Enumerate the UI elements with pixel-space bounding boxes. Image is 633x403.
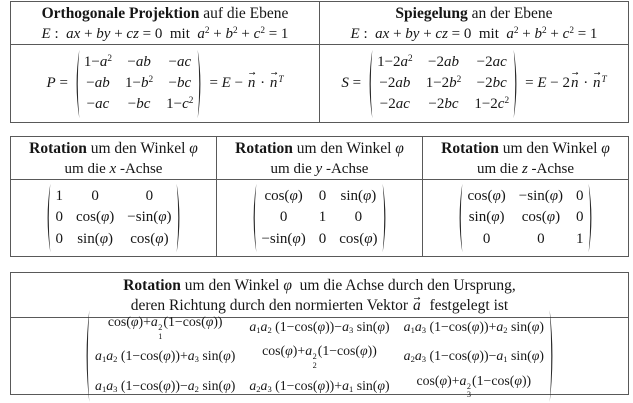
- rotation-z-subtitle: um die z -Achse: [476, 161, 575, 177]
- matrix-cell: sin(φ): [77, 230, 114, 247]
- projection-plane-condition: E : ax + by + cz = 0 mit $a^2 + b^2 + c^2 = 1$: [41, 25, 289, 42]
- rotation-z-matrix: [456, 183, 594, 253]
- matrix-left-paren: [73, 49, 80, 119]
- rotation-y-title: Rotation um den Winkel φ: [235, 140, 404, 157]
- table-projection-reflection: [10, 1, 629, 123]
- projection-reflection-header-row: [11, 2, 628, 45]
- matrix-cell: $a_1a_3$ $(1-\cos(\varphi))+a_2$ sin(φ): [403, 318, 544, 335]
- projection-rhs: = E − n → · n →$^T$: [209, 75, 283, 92]
- matrix-cell: −bc: [168, 74, 192, 91]
- rotation-x-subtitle: um die x -Achse: [64, 161, 163, 177]
- matrix-cell: −ab: [127, 53, 151, 70]
- matrix-cell: 1: [576, 230, 584, 247]
- matrix-cell: $1-2a^2$: [377, 53, 413, 70]
- matrix-cell: sin(φ): [340, 188, 377, 205]
- rotation-x-header: [11, 137, 216, 179]
- matrix-cell: −bc: [127, 96, 151, 113]
- matrix-cell: −sin(φ): [261, 230, 306, 247]
- matrix-cell: 1: [318, 209, 327, 226]
- matrix-left-paren: [250, 183, 257, 253]
- rotation-y-matrix-cell: [216, 180, 422, 256]
- rotation-y-header: [216, 137, 422, 179]
- matrix-cell: cos(φ): [339, 230, 378, 247]
- axis-rotations-body-row: [11, 180, 628, 256]
- matrix-cell: −ac: [168, 53, 192, 70]
- rotation-x-matrix: [44, 183, 182, 253]
- matrix-cell: −sin(φ): [518, 188, 564, 205]
- matrix-cell: cos(φ): [75, 209, 115, 226]
- reflection-plane-condition: E : ax + by + cz = 0 mit $a^2 + b^2 + c^2 = 1$: [350, 25, 598, 42]
- matrix-cell: cos(φ)+a 2 1 (1−cos(φ)): [107, 313, 223, 341]
- reflection-equation: [341, 49, 606, 119]
- matrix-cell: 0: [576, 209, 584, 226]
- rotation-x-matrix-cell: [11, 180, 216, 256]
- general-rotation-body-row: [11, 313, 628, 400]
- matrix-cell: −2ab: [379, 74, 411, 91]
- projection-lhs: P =: [46, 75, 68, 91]
- general-rotation-matrix: [83, 309, 556, 403]
- matrix-left-paren: [366, 49, 373, 119]
- matrix-cell: −2ab: [428, 53, 459, 70]
- matrix-cell: 0: [318, 230, 327, 247]
- matrix-right-paren: [513, 49, 520, 119]
- projection-matrix: [73, 49, 205, 119]
- axis-rotations-header-row: [11, 137, 628, 180]
- matrix-left-paren: [456, 183, 463, 253]
- matrix-cell: 0: [279, 209, 288, 226]
- matrix-cell: −2ac: [379, 96, 410, 113]
- matrix-cell: $a_1a_2$ $(1-\cos(\varphi))-a_3$ sin(φ): [249, 318, 390, 335]
- matrix-cell: −2ac: [476, 53, 507, 70]
- matrix-cell: 0: [55, 209, 63, 226]
- matrix-right-paren: [588, 183, 595, 253]
- matrix-cell: $1-2c^2$: [474, 96, 510, 113]
- matrix-cell: $a_2a_3$ $(1-\cos(\varphi))-a_1$ sin(φ): [403, 348, 544, 365]
- matrix-cell: $1-b^2$: [125, 74, 154, 91]
- matrix-right-paren: [549, 309, 556, 403]
- matrix-cell: 0: [576, 188, 584, 205]
- rotation-y-subtitle: um die y -Achse: [270, 161, 369, 177]
- matrix-cell: −sin(φ): [127, 209, 172, 226]
- matrix-cell: 0: [482, 230, 491, 247]
- general-rotation-title-line1: Rotation um den Winkel φ um die Achse durch den Ursprung,: [123, 277, 516, 294]
- matrix-cell: $1-a^2$: [83, 53, 113, 70]
- matrix-cell: cos(φ): [467, 188, 506, 205]
- matrix-cell: 1: [55, 188, 63, 205]
- matrix-cell: $a_1a_2$ $(1-\cos(\varphi))+a_3$ sin(φ): [95, 348, 236, 365]
- matrix-cell: 0: [354, 209, 363, 226]
- matrix-cell: 0: [55, 230, 63, 247]
- matrix-cell: −ac: [86, 96, 110, 113]
- matrix-cell: $1-2b^2$: [425, 74, 462, 91]
- matrix-cell: 0: [145, 188, 154, 205]
- table-axis-rotations: [10, 136, 629, 257]
- matrix-cell: $a_2a_3$ $(1-\cos(\varphi))+a_1$ sin(φ): [249, 377, 390, 394]
- matrix-left-paren: [44, 183, 51, 253]
- matrix-cell: 0: [91, 188, 99, 205]
- table-general-rotation: [10, 272, 629, 400]
- reflection-matrix: [366, 49, 520, 119]
- matrix-cell: −2bc: [428, 96, 459, 113]
- matrix-cell: 0: [537, 230, 545, 247]
- matrix-cell: cos(φ): [264, 188, 303, 205]
- general-rotation-title-line2: deren Richtung durch den normierten Vektor a → festgelegt ist: [13, 296, 626, 316]
- matrix-right-paren: [176, 183, 183, 253]
- rotation-z-matrix-cell: [422, 180, 628, 256]
- reflection-rhs: = E − 2n → · n →$^T$: [525, 75, 607, 92]
- rotation-z-title: Rotation um den Winkel φ: [441, 140, 610, 157]
- matrix-cell: $1-c^2$: [166, 96, 194, 113]
- matrix-cell: cos(φ): [521, 209, 561, 226]
- projection-title: Orthogonale Projektion auf die Ebene: [41, 5, 289, 22]
- projection-header: [11, 2, 319, 44]
- matrix-cell: −ab: [86, 74, 110, 91]
- reflection-title: Spiegelung an der Ebene: [395, 5, 553, 22]
- matrix-left-paren: [83, 309, 90, 403]
- matrix-cell: −2bc: [476, 74, 507, 91]
- projection-equation: [47, 49, 284, 119]
- general-rotation-matrix-cell: [11, 313, 628, 400]
- reflection-header: [319, 2, 628, 44]
- matrix-cell: 0: [318, 188, 327, 205]
- reflection-lhs: S =: [341, 75, 362, 91]
- matrix-right-paren: [197, 49, 204, 119]
- reflection-formula-cell: [319, 45, 628, 122]
- rotation-x-title: Rotation um den Winkel φ: [29, 140, 198, 157]
- rotation-y-matrix: [250, 183, 388, 253]
- matrix-cell: sin(φ): [468, 209, 505, 226]
- projection-formula-cell: [11, 45, 319, 122]
- matrix-cell: cos(φ): [130, 230, 169, 247]
- rotation-z-header: [422, 137, 628, 179]
- formula-sheet: [10, 1, 629, 400]
- matrix-cell: $a_1a_3$ $(1-\cos(\varphi))-a_2$ sin(φ): [95, 377, 236, 394]
- matrix-cell: cos(φ)+a 2 2 (1−cos(φ)): [262, 343, 377, 370]
- matrix-cell: cos(φ)+a 2 3 (1−cos(φ)): [416, 372, 532, 400]
- matrix-right-paren: [382, 183, 389, 253]
- projection-reflection-body-row: [11, 45, 628, 122]
